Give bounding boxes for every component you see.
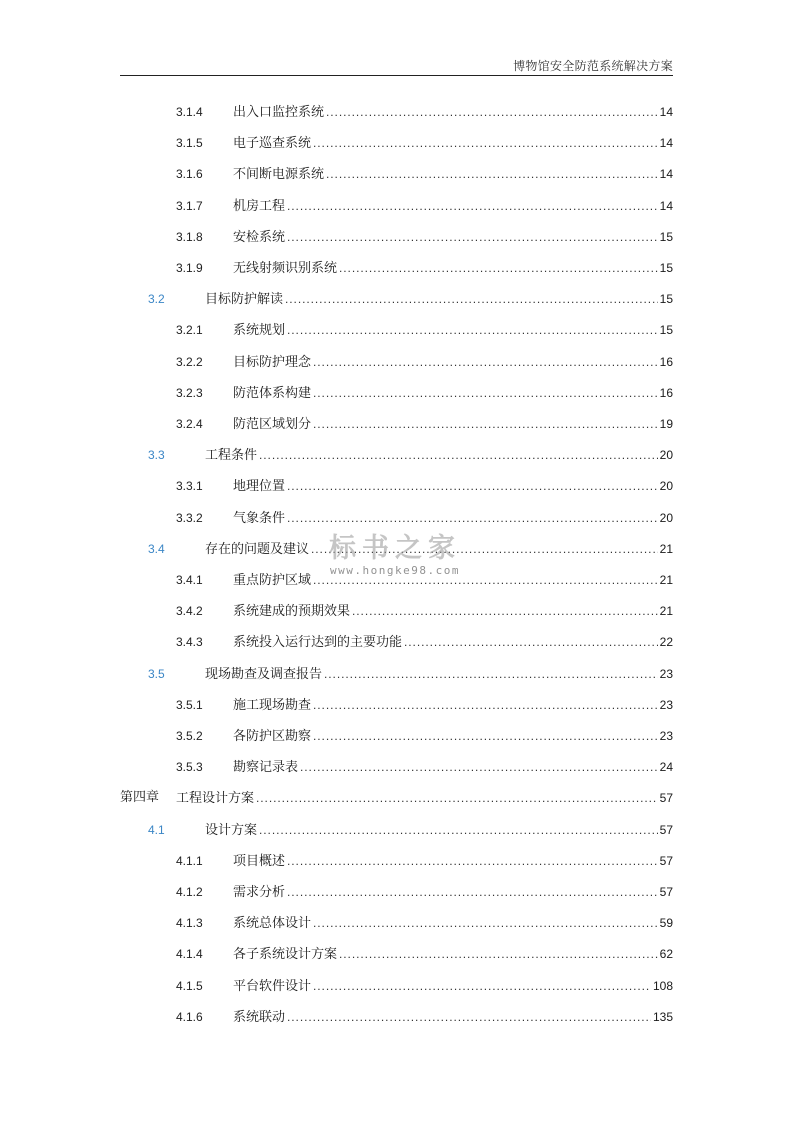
toc-entry-page-number: 14 [659,198,673,213]
toc-entry-number: 3.4.3 [176,635,203,650]
toc-entry-line [233,226,673,249]
toc-entry-number: 3.1.9 [176,261,203,275]
toc-entry[interactable] [0,257,793,279]
toc-leader-dots [259,819,658,841]
toc-entry-page-number: 14 [659,105,673,119]
toc-entry[interactable] [0,881,793,903]
toc-leader-dots [313,413,658,435]
toc-leader-dots [287,507,658,529]
toc-entry-page-number: 16 [659,385,673,400]
toc-entry-page-number: 135 [652,1009,673,1024]
toc-entry-line [233,600,673,623]
toc-entry-line [233,850,673,873]
toc-entry-page-number: 15 [659,261,673,275]
toc-leader-dots [313,132,658,154]
toc-entry-number: 3.3.1 [176,479,203,494]
toc-entry-number: 3.2 [148,292,165,307]
toc-leader-dots [326,101,658,123]
toc-entry-number: 3.2.3 [176,385,203,400]
toc-entry-line [233,725,673,748]
toc-entry-title: 各防护区勘察 [233,729,312,744]
toc-entry-line [233,101,673,124]
toc-entry-page-number: 57 [659,885,673,899]
toc-leader-dots [287,850,658,872]
toc-leader-dots [326,163,658,185]
toc-entry[interactable] [0,600,793,622]
toc-entry-title: 重点防护区域 [233,573,312,588]
toc-entry[interactable] [0,694,793,716]
toc-leader-dots [285,288,658,310]
toc-entry-line [233,195,673,218]
toc-entry-number: 3.5.3 [176,760,203,775]
toc-entry-page-number: 23 [659,666,673,681]
toc-entry[interactable] [0,538,793,560]
toc-leader-dots [256,787,658,809]
toc-entry-page-number: 19 [659,417,673,431]
toc-entry-title: 各子系统设计方案 [233,947,338,963]
toc-entry-page-number: 15 [659,323,673,338]
toc-entry-title: 不间断电源系统 [233,167,325,183]
toc-entry-number: 3.5 [148,666,165,681]
toc-entry-page-number: 21 [659,541,673,556]
toc-entry-line [205,538,673,561]
toc-entry-page-number: 14 [659,136,673,151]
toc-entry[interactable] [0,351,793,373]
toc-entry-page-number: 14 [659,167,673,182]
toc-entry[interactable] [0,226,793,248]
toc-entry-line [233,413,673,436]
toc-entry-line [233,943,673,966]
toc-entry[interactable] [0,850,793,872]
toc-entry-line [233,1006,673,1029]
toc-entry-number: 4.1 [148,822,165,837]
toc-entry-title: 设计方案 [205,822,258,838]
toc-entry-page-number: 62 [659,947,673,962]
toc-entry-title: 无线射频识别系统 [233,261,338,276]
toc-entry-title: 现场勘查及调查报告 [205,666,323,682]
toc-entry-title: 防范体系构建 [233,385,312,401]
toc-entry[interactable] [0,912,793,934]
toc-entry-title: 需求分析 [233,885,286,900]
toc-entry-line [233,756,673,779]
toc-entry-number: 3.1.6 [176,167,203,182]
toc-leader-dots [287,475,658,497]
toc-entry-line [205,819,673,842]
toc-entry-number: 3.5.2 [176,729,203,743]
toc-entry-title: 安检系统 [233,229,286,245]
toc-entry-page-number: 24 [659,760,673,775]
toc-entry[interactable] [0,756,793,778]
watermark-logo: 标书之家 [329,533,461,564]
toc-entry-line [205,663,673,686]
toc-entry[interactable] [0,413,793,435]
toc-entry-page-number: 57 [659,853,673,868]
toc-entry-number: 3.1.8 [176,229,203,244]
toc-leader-dots [287,226,658,248]
toc-entry-title: 气象条件 [233,510,286,526]
toc-entry-title: 项目概述 [233,853,286,869]
toc-entry-number: 3.1.7 [176,198,203,213]
toc-entry-title: 地理位置 [233,479,286,495]
toc-leader-dots [339,257,658,279]
toc-leader-dots [287,319,658,341]
toc-entry-number: 3.2.4 [176,417,203,431]
toc-leader-dots [300,756,658,778]
toc-leader-dots [287,195,658,217]
toc-entry-title: 工程条件 [205,448,258,464]
toc-entry-title: 出入口监控系统 [233,105,325,120]
toc-entry[interactable] [0,1006,793,1028]
toc-entry[interactable] [0,288,793,310]
toc-entry-line [233,132,673,155]
watermark-url: www.hongke98.com [330,564,460,577]
toc-entry-title: 目标防护理念 [233,354,312,370]
toc-leader-dots [324,663,658,685]
toc-entry-page-number: 57 [659,791,673,806]
toc-entry[interactable] [0,943,793,965]
toc-entry-number: 4.1.1 [176,853,203,868]
toc-entry-title: 系统建成的预期效果 [233,604,351,620]
toc-entry[interactable] [0,101,793,123]
toc-entry[interactable] [0,475,793,497]
toc-entry[interactable] [0,725,793,747]
toc-entry-title: 系统投入运行达到的主要功能 [233,635,403,651]
toc-entry-page-number: 20 [659,510,673,525]
toc-entry-page-number: 15 [659,292,673,307]
toc-entry-line [233,351,673,374]
toc-entry-number: 3.4 [148,541,165,556]
toc-entry[interactable] [0,382,793,404]
toc-entry-number: 3.5.1 [176,697,203,712]
toc-entry-line [233,975,673,998]
header-divider [120,75,673,76]
toc-entry[interactable] [0,787,793,809]
toc-entry-page-number: 57 [659,822,673,837]
toc-entry-line [233,631,673,654]
toc-entry-number: 3.1.4 [176,105,203,119]
toc-leader-dots [313,975,651,997]
toc-entry-number: 3.1.5 [176,136,203,151]
toc-entry-page-number: 59 [659,916,673,931]
toc-entry-line [205,444,673,467]
toc-entry-page-number: 21 [659,604,673,619]
toc-entry-page-number: 108 [652,978,673,993]
toc-entry-title: 勘察记录表 [233,760,299,776]
toc-leader-dots [404,631,658,653]
toc-entry-line [233,382,673,405]
toc-entry-title: 施工现场勘查 [233,697,312,713]
toc-entry-line [233,475,673,498]
toc-entry-title: 电子巡查系统 [233,136,312,152]
toc-entry-number: 3.4.1 [176,573,203,587]
toc-entry-number: 4.1.4 [176,947,203,962]
toc-entry-number: 4.1.2 [176,885,203,899]
toc-entry-title: 系统总体设计 [233,916,312,932]
toc-leader-dots [352,600,658,622]
toc-entry-number: 第四章 [120,790,160,806]
toc-entry[interactable] [0,631,793,653]
toc-entry[interactable] [0,819,793,841]
toc-leader-dots [311,538,658,560]
toc-leader-dots [313,725,658,747]
toc-entry-line [233,507,673,530]
toc-leader-dots [313,382,658,404]
toc-entry[interactable] [0,319,793,341]
toc-entry-number: 3.3 [148,448,165,463]
toc-entry-line [233,163,673,186]
toc-entry-title: 防范区域划分 [233,417,312,432]
toc-leader-dots [287,881,658,903]
toc-entry[interactable] [0,507,793,529]
toc-entry-number: 3.2.2 [176,354,203,369]
toc-entry-page-number: 21 [659,573,673,587]
toc-entry-number: 3.3.2 [176,510,203,525]
toc-leader-dots [287,1006,651,1028]
toc-entry-number: 3.4.2 [176,604,203,619]
running-header-title: 博物馆安全防范系统解决方案 [513,59,673,73]
toc-entry-line [233,257,673,280]
toc-entry-line [176,787,673,810]
toc-entry-line [233,881,673,904]
toc-entry-title: 工程设计方案 [176,791,255,807]
toc-entry-line [233,694,673,717]
toc-leader-dots [313,569,658,591]
toc-entry[interactable] [0,663,793,685]
toc-entry-number: 4.1.5 [176,978,203,993]
toc-entry-page-number: 23 [659,697,673,712]
toc-entry-page-number: 22 [659,635,673,650]
toc-leader-dots [339,943,658,965]
toc-entry-title: 系统规划 [233,323,286,339]
toc-entry-page-number: 16 [659,354,673,369]
toc-entry-line [233,319,673,342]
toc-entry-title: 存在的问题及建议 [205,541,310,557]
toc-entry-title: 目标防护解读 [205,292,284,308]
toc-entry-page-number: 23 [659,729,673,743]
toc-entry-page-number: 20 [659,479,673,494]
toc-entry[interactable] [0,444,793,466]
toc-entry-line [205,288,673,311]
toc-entry[interactable] [0,195,793,217]
toc-entry[interactable] [0,975,793,997]
toc-entry[interactable] [0,569,793,591]
toc-leader-dots [313,351,658,373]
toc-leader-dots [313,912,658,934]
toc-entry-line [233,912,673,935]
toc-entry-page-number: 20 [659,448,673,463]
toc-entry-title: 系统联动 [233,1009,286,1025]
toc-entry-number: 3.2.1 [176,323,203,338]
toc-leader-dots [259,444,658,466]
toc-leader-dots [313,694,658,716]
toc-entry-line [233,569,673,592]
toc-entry[interactable] [0,163,793,185]
toc-entry-number: 4.1.3 [176,916,203,931]
toc-entry-number: 4.1.6 [176,1009,203,1024]
toc-entry[interactable] [0,132,793,154]
toc-entry-title: 机房工程 [233,198,286,214]
toc-entry-page-number: 15 [659,229,673,244]
toc-entry-title: 平台软件设计 [233,978,312,994]
